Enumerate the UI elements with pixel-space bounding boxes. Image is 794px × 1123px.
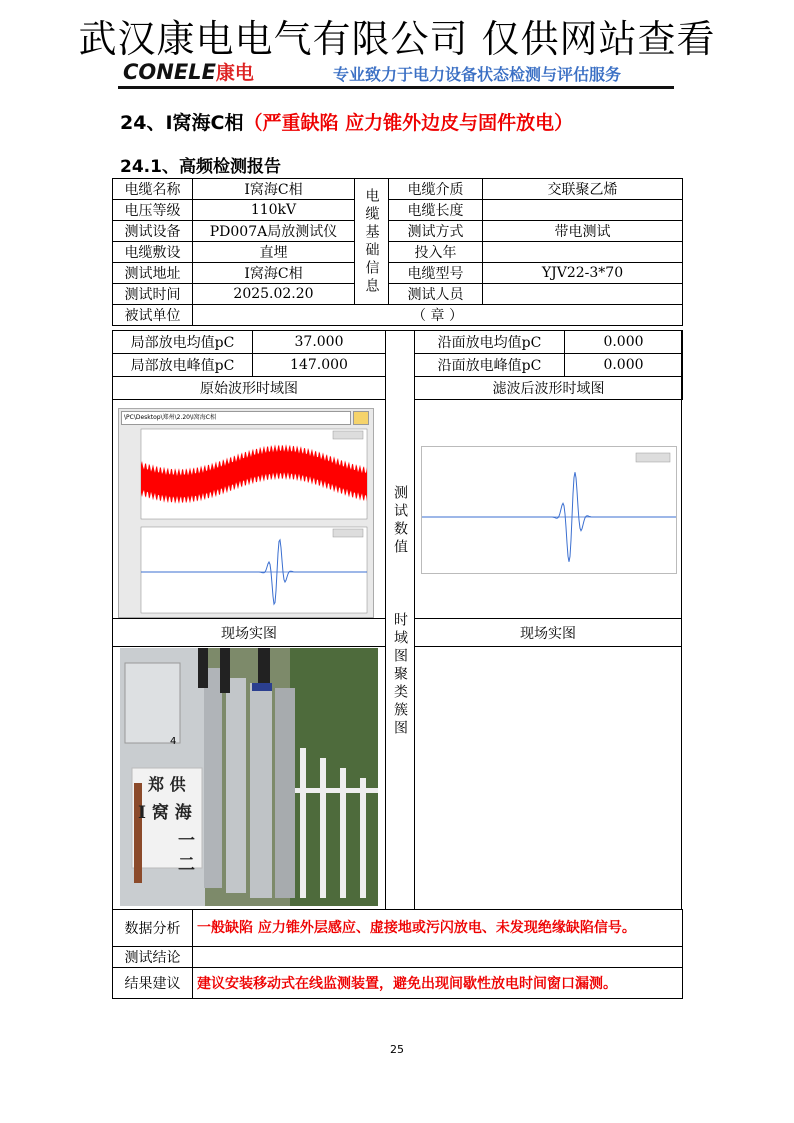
sign-line-4: 二 [178, 855, 195, 875]
sf-peak-value: 0.000 [565, 354, 683, 377]
table-row [113, 179, 683, 200]
sign-line-3: 一 [178, 831, 195, 851]
table-row [113, 377, 386, 400]
table-row [113, 910, 683, 947]
site-photo [120, 648, 378, 906]
raw-waveform-title: 原始波形时域图 [113, 377, 386, 400]
table-row [113, 242, 683, 263]
section-title-defect: （严重缺陷 应力锥外边皮与固件放电） [243, 112, 574, 134]
pd-avg-value: 37.000 [253, 331, 386, 354]
cable-info-table [112, 178, 683, 326]
table-row [415, 354, 683, 377]
table-row [113, 284, 683, 305]
scene-right-label: 现场实图 [414, 618, 682, 647]
info-value: I窝海C相 [193, 179, 355, 200]
info-value: 2025.02.20 [193, 284, 355, 305]
filtered-waveform-title: 滤波后波形时域图 [415, 377, 683, 400]
info-side-label: 电缆基础信息 [355, 179, 389, 305]
middle-label-cluster: 时域图聚类簇图 [392, 612, 408, 738]
sf-avg-value: 0.000 [565, 331, 683, 354]
section-title-prefix: 24、I窝海C相 [120, 112, 244, 134]
table-row [415, 331, 683, 354]
analysis-table [112, 909, 683, 999]
table-row [113, 305, 683, 326]
pd-avg-label: 局部放电均值pC [113, 331, 253, 354]
info-key: 电缆敷设 [113, 242, 193, 263]
info-value: 交联聚乙烯 [483, 179, 683, 200]
table-row [113, 200, 683, 221]
info-value: 直埋 [193, 242, 355, 263]
header-divider [118, 86, 674, 89]
unit-value: （ 章 ） [193, 305, 683, 326]
filtered-waveform-panel [421, 446, 677, 574]
unit-label: 被试单位 [113, 305, 193, 326]
table-row [113, 968, 683, 999]
info-key: 测试方式 [389, 221, 483, 242]
filtered-waveform-svg [422, 447, 676, 573]
analysis-text: 一般缺陷 应力锥外层感应、虚接地或污闪放电、未发现绝缘缺陷信号。 [193, 910, 683, 947]
advice-text: 建议安装移动式在线监测装置，避免出现间歇性放电时间窗口漏测。 [193, 968, 683, 999]
info-value [483, 242, 683, 263]
info-key: 电压等级 [113, 200, 193, 221]
table-row [415, 377, 683, 400]
info-key: 电缆型号 [389, 263, 483, 284]
table-row [113, 331, 386, 354]
page-number: 25 [390, 1043, 404, 1056]
logo-cn: 康电 [215, 62, 254, 84]
info-key: 电缆长度 [389, 200, 483, 221]
info-value: I窝海C相 [193, 263, 355, 284]
conclusion-label: 测试结论 [113, 947, 193, 968]
analysis-label: 数据分析 [113, 910, 193, 947]
slogan: 专业致力于电力设备状态检测与评估服务 [333, 65, 622, 84]
section-subtitle: 24.1、高频检测报告 [120, 157, 281, 177]
pd-peak-value: 147.000 [253, 354, 386, 377]
left-values-table [112, 330, 386, 400]
sign-line-1: 郑 供 [148, 775, 186, 794]
logo-brand: CONELE [123, 60, 216, 84]
sf-avg-label: 沿面放电均值pC [415, 331, 565, 354]
info-value [483, 284, 683, 305]
info-value: 带电测试 [483, 221, 683, 242]
info-value: YJV22-3*70 [483, 263, 683, 284]
right-values-table [414, 330, 683, 400]
pd-peak-label: 局部放电峰值pC [113, 354, 253, 377]
sign-line-2: I 窝 海 [138, 803, 192, 823]
conclusion-text [193, 947, 683, 968]
info-key: 测试时间 [113, 284, 193, 305]
table-row [113, 947, 683, 968]
info-key: 投入年 [389, 242, 483, 263]
sf-peak-label: 沿面放电峰值pC [415, 354, 565, 377]
info-value: 110kV [193, 200, 355, 221]
file-path-field[interactable]: \PC\Desktop\郑州\2.20\I窝海C相 [121, 411, 351, 425]
raw-waveform-svg [119, 409, 373, 617]
info-key: 测试地址 [113, 263, 193, 284]
info-value: PD007A局放测试仪 [193, 221, 355, 242]
raw-waveform-panel [118, 408, 374, 618]
table-row [113, 221, 683, 242]
scene-left-label: 现场实图 [112, 618, 386, 647]
watermark-title: 武汉康电电气有限公司 仅供网站查看 [78, 17, 716, 61]
plate-number: 4 [170, 736, 177, 747]
section-title [120, 108, 573, 135]
info-key: 测试人员 [389, 284, 483, 305]
advice-label: 结果建议 [113, 968, 193, 999]
table-row [113, 263, 683, 284]
table-row [113, 354, 386, 377]
info-value [483, 200, 683, 221]
info-key: 电缆名称 [113, 179, 193, 200]
info-key: 电缆介质 [389, 179, 483, 200]
company-logo [123, 58, 254, 85]
middle-label-values: 测试数值 [392, 485, 408, 557]
info-key: 测试设备 [113, 221, 193, 242]
